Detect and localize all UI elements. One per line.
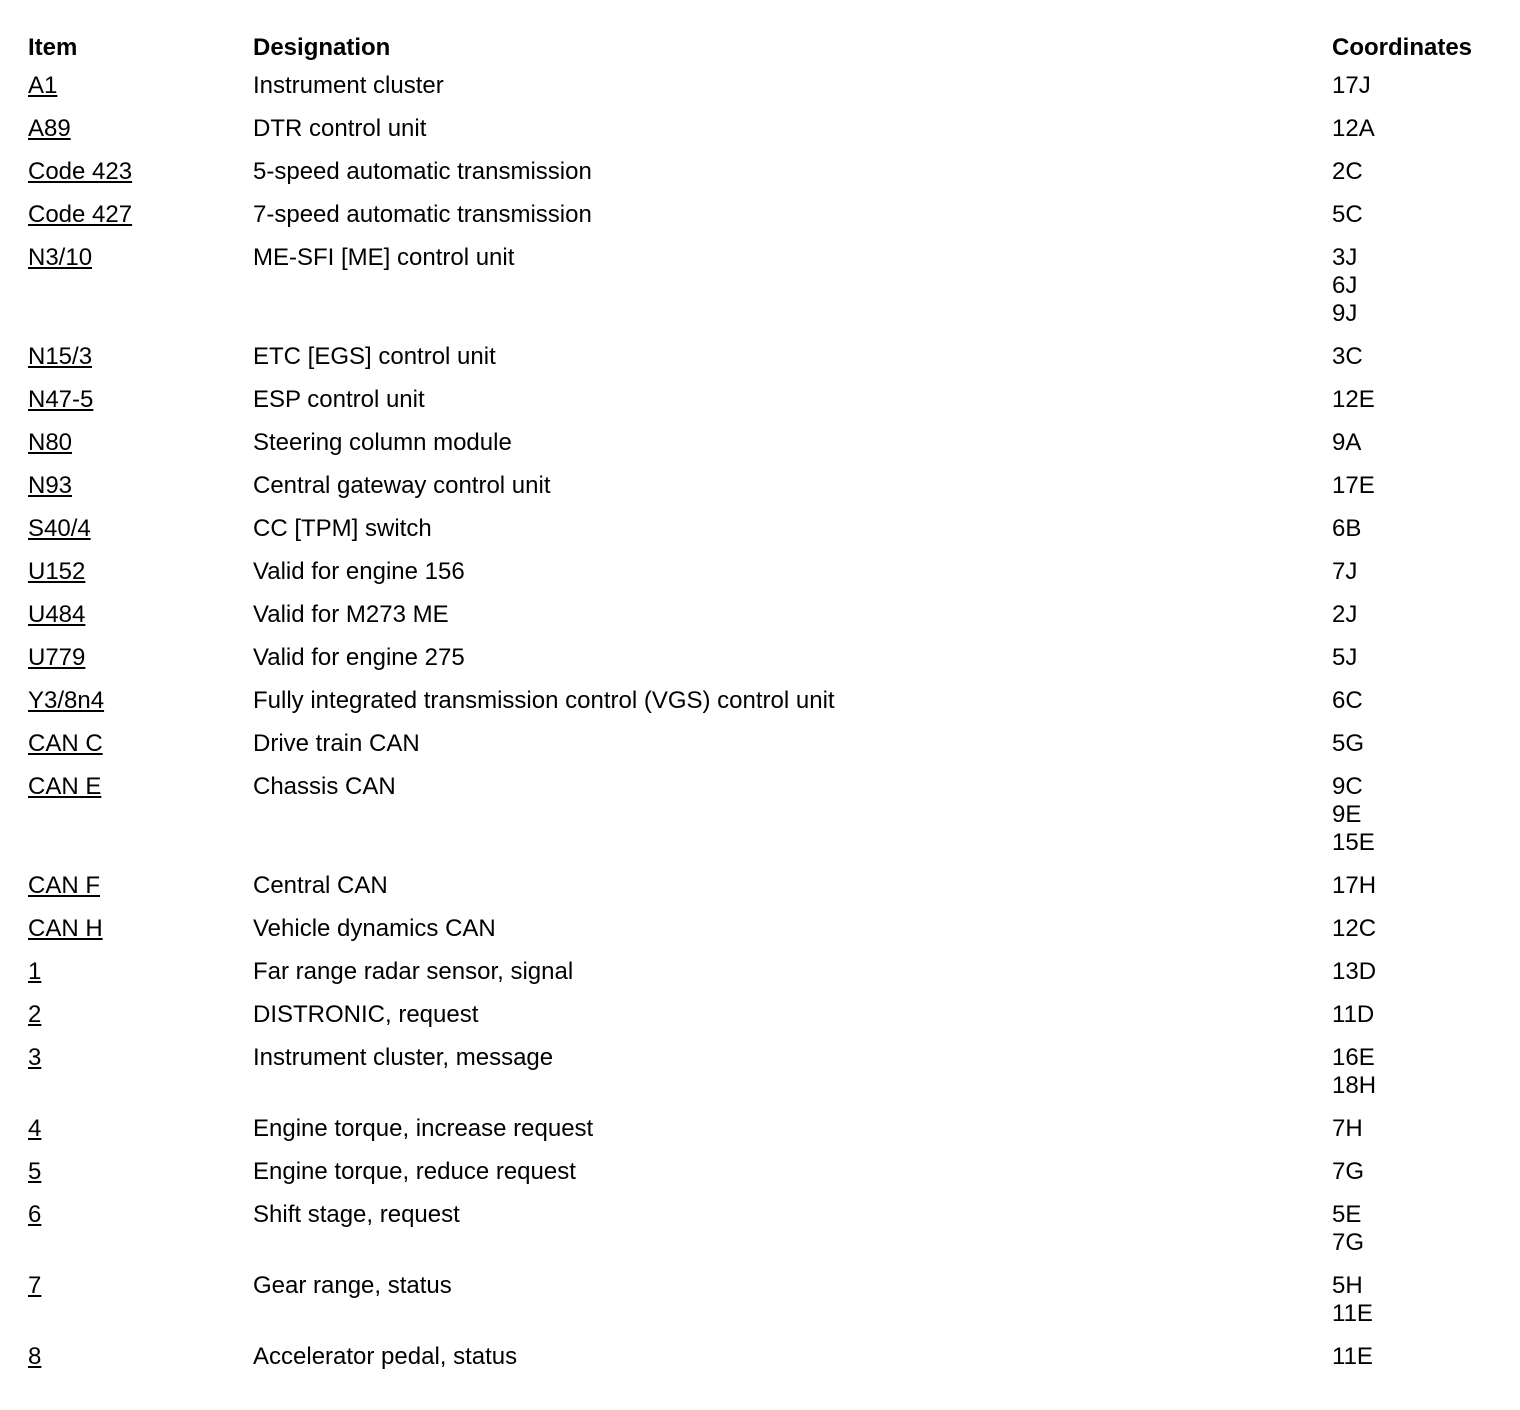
designation-cell: CC [TPM] switch <box>253 515 432 542</box>
designation-cell: Gear range, status <box>253 1272 452 1299</box>
item-link[interactable]: 8 <box>28 1343 42 1370</box>
coordinates-cell <box>1332 1044 1488 1100</box>
designation-cell: Central CAN <box>253 872 388 899</box>
item-cell <box>28 730 253 758</box>
item-link[interactable]: N15/3 <box>28 343 93 370</box>
designation-cell: DTR control unit <box>253 115 427 142</box>
coordinates-cell <box>1332 201 1488 229</box>
coordinates-cell <box>1332 244 1488 328</box>
item-cell <box>28 644 253 672</box>
coordinate-value: 7H <box>1332 1115 1363 1142</box>
item-link[interactable]: A89 <box>28 115 71 142</box>
coordinate-value: 6B <box>1332 515 1362 542</box>
table-row <box>28 343 1488 386</box>
item-link[interactable]: 3 <box>28 1044 42 1071</box>
item-link[interactable]: CAN H <box>28 915 103 942</box>
coordinate-value: 5G <box>1332 730 1365 757</box>
table-row <box>28 687 1488 730</box>
designation-cell: Instrument cluster <box>253 72 444 99</box>
coordinate-value: 12A <box>1332 115 1375 142</box>
coordinates-cell <box>1332 515 1488 543</box>
column-header-designation: Designation <box>253 34 391 61</box>
coordinates-cell <box>1332 730 1488 758</box>
item-link[interactable]: 1 <box>28 958 42 985</box>
item-cell <box>28 915 253 943</box>
coordinate-value: 12C <box>1332 915 1377 942</box>
coordinates-cell <box>1332 1158 1488 1186</box>
item-cell <box>28 1343 253 1371</box>
coordinates-cell <box>1332 72 1488 100</box>
coordinate-value: 5E <box>1332 1201 1362 1228</box>
table-row <box>28 201 1488 244</box>
item-link[interactable]: U779 <box>28 644 86 671</box>
designation-cell: ETC [EGS] control unit <box>253 343 496 370</box>
coordinate-value: 12E <box>1332 386 1375 413</box>
item-cell <box>28 558 253 586</box>
item-cell <box>28 958 253 986</box>
item-cell <box>28 1001 253 1029</box>
item-cell <box>28 343 253 371</box>
item-cell <box>28 1201 253 1229</box>
item-link[interactable]: 6 <box>28 1201 42 1228</box>
item-cell <box>28 515 253 543</box>
coordinate-value: 3J <box>1332 244 1358 271</box>
table-row <box>28 1001 1488 1044</box>
coordinate-value: 7G <box>1332 1158 1365 1185</box>
designation-cell: Instrument cluster, message <box>253 1044 554 1071</box>
coordinate-value: 5H <box>1332 1272 1363 1299</box>
table-body <box>28 72 1488 1386</box>
item-cell <box>28 687 253 715</box>
designation-cell: Valid for M273 ME <box>253 601 449 628</box>
coordinates-cell <box>1332 472 1488 500</box>
table-row <box>28 1158 1488 1201</box>
designation-cell: Vehicle dynamics CAN <box>253 915 496 942</box>
item-cell <box>28 201 253 229</box>
coordinate-value: 9C <box>1332 773 1363 800</box>
coordinate-value: 17J <box>1332 72 1371 99</box>
coordinate-value: 16E <box>1332 1044 1375 1071</box>
coordinate-value: 13D <box>1332 958 1377 985</box>
coordinate-value: 7J <box>1332 558 1358 585</box>
designation-cell: Engine torque, reduce request <box>253 1158 576 1185</box>
table-row <box>28 872 1488 915</box>
item-cell <box>28 115 253 143</box>
table-row <box>28 644 1488 687</box>
item-link[interactable]: N80 <box>28 429 73 456</box>
item-link[interactable]: Code 427 <box>28 201 133 228</box>
table-row <box>28 1044 1488 1115</box>
item-link[interactable]: S40/4 <box>28 515 91 542</box>
designation-cell: Valid for engine 275 <box>253 644 465 671</box>
coordinate-value: 6C <box>1332 687 1363 714</box>
table-row <box>28 1343 1488 1386</box>
column-header-item: Item <box>28 34 78 61</box>
coordinate-value: 3C <box>1332 343 1363 370</box>
designation-cell: Chassis CAN <box>253 773 396 800</box>
coordinates-cell <box>1332 644 1488 672</box>
coordinate-value: 5J <box>1332 644 1358 671</box>
item-cell <box>28 158 253 186</box>
designation-cell: Shift stage, request <box>253 1201 460 1228</box>
coordinates-cell <box>1332 958 1488 986</box>
item-link[interactable]: 4 <box>28 1115 42 1142</box>
item-cell <box>28 386 253 414</box>
item-link[interactable]: N93 <box>28 472 73 499</box>
coordinate-value: 11E <box>1332 1300 1373 1327</box>
table-row <box>28 558 1488 601</box>
coordinates-cell <box>1332 115 1488 143</box>
item-link[interactable]: 5 <box>28 1158 42 1185</box>
table-row <box>28 386 1488 429</box>
table-row <box>28 158 1488 201</box>
table-row <box>28 72 1488 115</box>
table-row <box>28 1272 1488 1343</box>
item-link[interactable]: U484 <box>28 601 86 628</box>
coordinate-value: 17E <box>1332 472 1375 499</box>
item-cell <box>28 773 253 801</box>
item-cell <box>28 601 253 629</box>
table-row <box>28 1201 1488 1272</box>
item-link[interactable]: CAN E <box>28 773 102 800</box>
coordinate-value: 15E <box>1332 829 1375 856</box>
coordinate-value: 6J <box>1332 272 1358 299</box>
item-link[interactable]: 2 <box>28 1001 42 1028</box>
coordinate-value: 11D <box>1332 1001 1375 1028</box>
table-row <box>28 915 1488 958</box>
coordinate-value: 11E <box>1332 1343 1373 1370</box>
item-link[interactable]: U152 <box>28 558 86 585</box>
coordinate-value: 9E <box>1332 801 1362 828</box>
coordinates-cell <box>1332 915 1488 943</box>
designation-cell: 5-speed automatic transmission <box>253 158 592 185</box>
table-row <box>28 244 1488 343</box>
item-cell <box>28 1115 253 1143</box>
coordinate-value: 9J <box>1332 300 1358 327</box>
coordinates-cell <box>1332 158 1488 186</box>
coordinates-cell <box>1332 1201 1488 1257</box>
coordinate-value: 2J <box>1332 601 1358 628</box>
designation-cell: ME-SFI [ME] control unit <box>253 244 515 271</box>
coordinates-cell <box>1332 1343 1488 1371</box>
table-row <box>28 429 1488 472</box>
coordinates-cell <box>1332 687 1488 715</box>
designation-cell: Central gateway control unit <box>253 472 551 499</box>
designation-cell: 7-speed automatic transmission <box>253 201 592 228</box>
item-link[interactable]: Code 423 <box>28 158 133 185</box>
coordinate-value: 2C <box>1332 158 1363 185</box>
item-link[interactable]: Y3/8n4 <box>28 687 105 714</box>
table-row <box>28 515 1488 558</box>
item-cell <box>28 1272 253 1300</box>
designation-cell: ESP control unit <box>253 386 425 413</box>
item-link[interactable]: 7 <box>28 1272 42 1299</box>
designation-cell: Fully integrated transmission control (VGS) control unit <box>253 687 835 714</box>
coordinate-value: 7G <box>1332 1229 1365 1256</box>
table-header-row <box>28 32 1488 72</box>
coordinate-value: 17H <box>1332 872 1377 899</box>
coordinates-cell <box>1332 386 1488 414</box>
table-row <box>28 1115 1488 1158</box>
table-row <box>28 730 1488 773</box>
item-link[interactable]: A1 <box>28 72 58 99</box>
coordinates-cell <box>1332 1272 1488 1328</box>
item-cell <box>28 872 253 900</box>
item-cell <box>28 72 253 100</box>
coordinates-cell <box>1332 1115 1488 1143</box>
coordinates-cell <box>1332 773 1488 857</box>
coordinates-cell <box>1332 872 1488 900</box>
item-link[interactable]: N47-5 <box>28 386 94 413</box>
item-cell <box>28 472 253 500</box>
legend-table <box>28 32 1488 1386</box>
designation-cell: DISTRONIC, request <box>253 1001 479 1028</box>
table-row <box>28 958 1488 1001</box>
designation-cell: Far range radar sensor, signal <box>253 958 574 985</box>
coordinates-cell <box>1332 601 1488 629</box>
coordinate-value: 9A <box>1332 429 1362 456</box>
coordinates-cell <box>1332 558 1488 586</box>
table-row <box>28 115 1488 158</box>
item-link[interactable]: CAN F <box>28 872 100 899</box>
item-link[interactable]: CAN C <box>28 730 103 757</box>
coordinates-cell <box>1332 1001 1488 1029</box>
item-cell <box>28 1158 253 1186</box>
designation-cell: Valid for engine 156 <box>253 558 465 585</box>
item-link[interactable]: N3/10 <box>28 244 93 271</box>
column-header-coordinates: Coordinates <box>1332 34 1473 61</box>
designation-cell: Engine torque, increase request <box>253 1115 594 1142</box>
item-cell <box>28 429 253 457</box>
table-row <box>28 773 1488 872</box>
coordinate-value: 18H <box>1332 1072 1377 1099</box>
designation-cell: Drive train CAN <box>253 730 420 757</box>
table-row <box>28 472 1488 515</box>
coordinates-cell <box>1332 343 1488 371</box>
designation-cell: Accelerator pedal, status <box>253 1343 518 1370</box>
coordinate-value: 5C <box>1332 201 1363 228</box>
coordinates-cell <box>1332 429 1488 457</box>
designation-cell: Steering column module <box>253 429 512 456</box>
item-cell <box>28 1044 253 1072</box>
table-row <box>28 601 1488 644</box>
item-cell <box>28 244 253 272</box>
